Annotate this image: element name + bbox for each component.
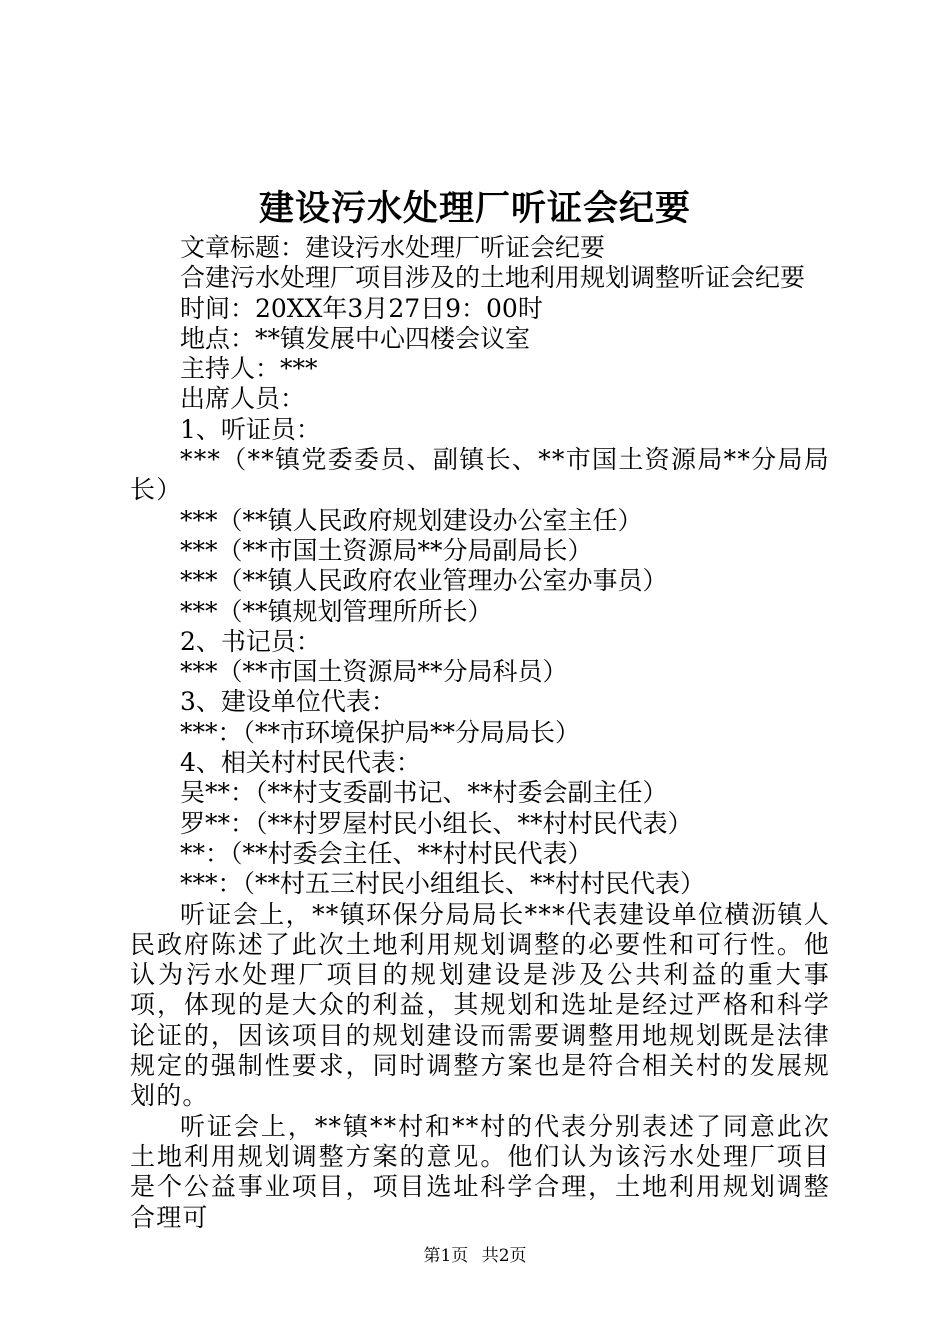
- document-body: [130, 233, 830, 1233]
- page-number: 第1页: [423, 1246, 469, 1266]
- page-footer: [0, 1244, 950, 1268]
- text-line: 1、听证员：: [180, 414, 321, 444]
- text-line: ***（**镇人民政府农业管理办公室办事员）: [180, 566, 668, 596]
- text-line: 吴**：（**村支委副书记、**村委会副主任）: [180, 778, 668, 808]
- text-line: 出席人员：: [180, 384, 306, 414]
- text-line: 地点：**镇发展中心四楼会议室: [180, 323, 531, 353]
- body-paragraph: 听证会上，**镇**村和**村的代表分别表述了同意此次土地利用规划调整方案的意见。他们认为该污水处理厂项目是个公益事业项目，项目选址科学合理，土地利用规划调整合理可: [130, 1111, 830, 1232]
- text-line-wrapped: ***（**镇党委委员、副镇长、**市国土资源局**分局局长）: [130, 445, 830, 505]
- text-line: ***（**市国土资源局**分局副局长）: [180, 535, 593, 565]
- text-line: ***：（**市环境保护局**分局局长）: [180, 717, 581, 747]
- text-line: ***（**镇规划管理所所长）: [180, 596, 493, 626]
- text-line: 4、相关村村民代表：: [180, 748, 421, 778]
- text-line: ***（**镇人民政府规划建设办公室主任）: [180, 505, 643, 535]
- text-line: 2、书记员：: [180, 626, 321, 656]
- text-line: **：（**村委会主任、**村村民代表）: [180, 838, 593, 868]
- page-total: 共2页: [481, 1246, 527, 1266]
- text-line: ***（**市国土资源局**分局科员）: [180, 657, 568, 687]
- text-line: ***：（**村五三村民小组组长、**村村民代表）: [180, 869, 706, 899]
- text-line: 时间：20XX年3月27日9：00时: [180, 293, 543, 323]
- text-line: 3、建设单位代表：: [180, 687, 396, 717]
- document-title: 建设污水处理厂听证会纪要: [258, 188, 691, 229]
- text-line: 合建污水处理厂项目涉及的土地利用规划调整听证会纪要: [180, 263, 806, 293]
- text-line: 文章标题：建设污水处理厂听证会纪要: [180, 233, 606, 262]
- body-paragraph: 听证会上，**镇环保分局局长***代表建设单位横沥镇人民政府陈述了此次土地利用规划调整的必要性和可行性。他认为污水处理厂项目的规划建设是涉及公共利益的重大事项，体现的是大众的利益，其规划和选址是经过严格和科学论证的，因该项目的规划建设而需要调整用地规划既是法律规定的强制性要求，同时调整方案也是符合相关村的发展规划的。: [130, 899, 830, 1111]
- text-line: 主持人：***: [180, 354, 318, 384]
- text-line: 罗**：（**村罗屋村民小组长、**村村民代表）: [180, 808, 693, 838]
